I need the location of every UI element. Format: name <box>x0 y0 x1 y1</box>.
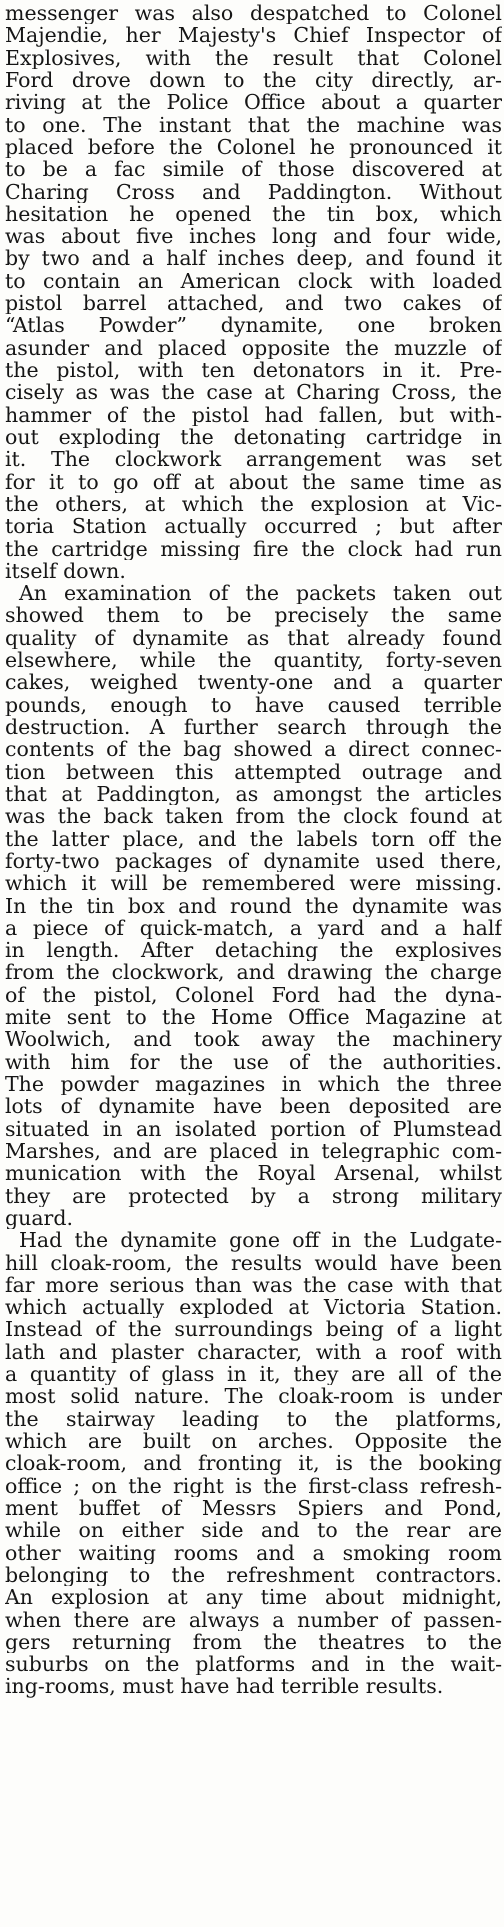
text-line: destruction. A further search through the <box>5 716 502 739</box>
text-line: lath and plaster character, with a roof with <box>5 1340 502 1364</box>
text-line: other waiting rooms and a smoking room <box>5 1541 502 1564</box>
text-line: pistol barrel attached, and two cakes of <box>5 292 502 315</box>
text-line: when there are always a number of passen- <box>5 1608 502 1631</box>
text-line: while on either side and to the rear are <box>5 1519 502 1542</box>
text-line: was about five inches long and four wide, <box>5 225 502 248</box>
text-line: placed before the Colonel he pronounced it <box>5 135 502 159</box>
text-line: hesitation he opened the tin box, which <box>5 202 502 226</box>
article-paragraph <box>5 1229 502 1698</box>
article-paragraph <box>5 582 502 1229</box>
text-line: Marshes, and are placed in telegraphic com- <box>5 1139 502 1163</box>
text-line: hill cloak-room, the results would have been <box>5 1251 502 1274</box>
text-line: The powder magazines in which the three <box>5 1073 502 1096</box>
text-line: it. The clockwork arrangement was set <box>5 448 502 471</box>
text-line: Explosives, with the result that Colonel <box>5 46 502 69</box>
text-line: which are built on arches. Opposite the <box>5 1430 502 1453</box>
text-line: which actually exploded at Victoria Station. <box>5 1296 502 1319</box>
text-line: hammer of the pistol had fallen, but with- <box>5 403 502 426</box>
text-line: cloak-room, and fronting it, is the booking <box>5 1452 502 1475</box>
text-line: office ; on the right is the first-class refresh- <box>5 1474 502 1497</box>
text-line: to be a fac simile of those discovered at <box>5 158 502 181</box>
text-line: they are protected by a strong military <box>5 1184 502 1207</box>
text-line: far more serious than was the case with that <box>5 1273 502 1297</box>
text-line: cisely as was the case at Charing Cross, the <box>5 381 502 404</box>
text-line: with him for the use of the authorities. <box>5 1050 502 1073</box>
text-line: from the clockwork, and drawing the charge <box>5 961 502 984</box>
text-line: munication with the Royal Arsenal, whilst <box>5 1162 502 1185</box>
text-line: a piece of quick-match, a yard and a half <box>5 916 502 940</box>
text-line: lots of dynamite have been deposited are <box>5 1095 502 1118</box>
text-line: asunder and placed opposite the muzzle of <box>5 336 502 359</box>
text-line: out exploding the detonating cartridge in <box>5 425 502 449</box>
text-line: guard. <box>5 1206 73 1230</box>
text-line: suburbs on the platforms and in the wait- <box>5 1653 502 1676</box>
text-line: “Atlas Powder” dynamite, one broken <box>5 314 502 337</box>
text-line: riving at the Police Office about a quarter <box>5 91 502 114</box>
text-line: which it will be remembered were missing. <box>5 872 502 895</box>
text-line: An examination of the packets taken out <box>19 582 502 605</box>
text-line: in length. After detaching the explosives <box>5 939 502 962</box>
text-line: by two and a half inches deep, and found it <box>5 247 502 270</box>
text-line: pounds, enough to have caused terrible <box>5 693 502 716</box>
text-line: for it to go off at about the same time as <box>5 470 502 493</box>
text-line: to contain an American clock with loaded <box>5 269 502 293</box>
text-line: Woolwich, and took away the machinery <box>5 1028 502 1051</box>
text-line: situated in an isolated portion of Plumstead <box>5 1117 502 1140</box>
text-line: the cartridge missing fire the clock had run <box>5 537 502 560</box>
text-line: quality of dynamite as that already found <box>5 626 502 650</box>
text-line: the stairway leading to the platforms, <box>5 1407 502 1430</box>
text-line: the pistol, with ten detonators in it. Pre- <box>5 359 502 382</box>
text-line: showed them to be precisely the same <box>5 604 502 627</box>
text-line: that at Paddington, as amongst the articles <box>5 782 502 806</box>
text-line: Had the dynamite gone off in the Ludgate- <box>19 1229 502 1252</box>
text-line: cakes, weighed twenty-one and a quarter <box>5 671 502 694</box>
text-line: was the back taken from the clock found at <box>5 805 502 828</box>
text-line: In the tin box and round the dynamite was <box>5 894 502 917</box>
text-line: most solid nature. The cloak-room is under <box>5 1385 502 1408</box>
text-line: ing-rooms, must have had terrible results. <box>5 1675 444 1698</box>
text-line: toria Station actually occurred ; but after <box>5 515 502 538</box>
text-line: mite sent to the Home Office Magazine at <box>5 1006 502 1029</box>
text-line: tion between this attempted outrage and <box>5 760 502 783</box>
article-paragraph <box>5 2 502 582</box>
text-line: the latter place, and the labels torn off the <box>5 827 502 850</box>
text-line: Majendie, her Majesty's Chief Inspector of <box>5 24 502 47</box>
text-line: ment buffet of Messrs Spiers and Pond, <box>5 1496 502 1520</box>
text-line: Instead of the surroundings being of a light <box>5 1318 502 1341</box>
text-line: elsewhere, while the quantity, forty-seven <box>5 649 502 672</box>
text-line: the others, at which the explosion at Vic- <box>5 492 502 516</box>
text-line: belonging to the refreshment contractors. <box>5 1563 502 1587</box>
text-line: to one. The instant that the machine was <box>5 113 502 136</box>
text-line: a quantity of glass in it, they are all of the <box>5 1363 502 1386</box>
text-line: An explosion at any time about midnight, <box>5 1586 502 1609</box>
text-line: of the pistol, Colonel Ford had the dyna- <box>5 983 502 1007</box>
text-line: contents of the bag showed a direct connec- <box>5 738 502 761</box>
text-line: Charing Cross and Paddington. Without <box>5 180 502 203</box>
text-line: messenger was also despatched to Colonel <box>5 2 502 25</box>
text-line: forty-two packages of dynamite used there, <box>5 849 502 873</box>
text-line: itself down. <box>5 559 126 583</box>
text-line: Ford drove down to the city directly, ar- <box>5 68 502 92</box>
text-line: gers returning from the theatres to the <box>5 1630 502 1654</box>
